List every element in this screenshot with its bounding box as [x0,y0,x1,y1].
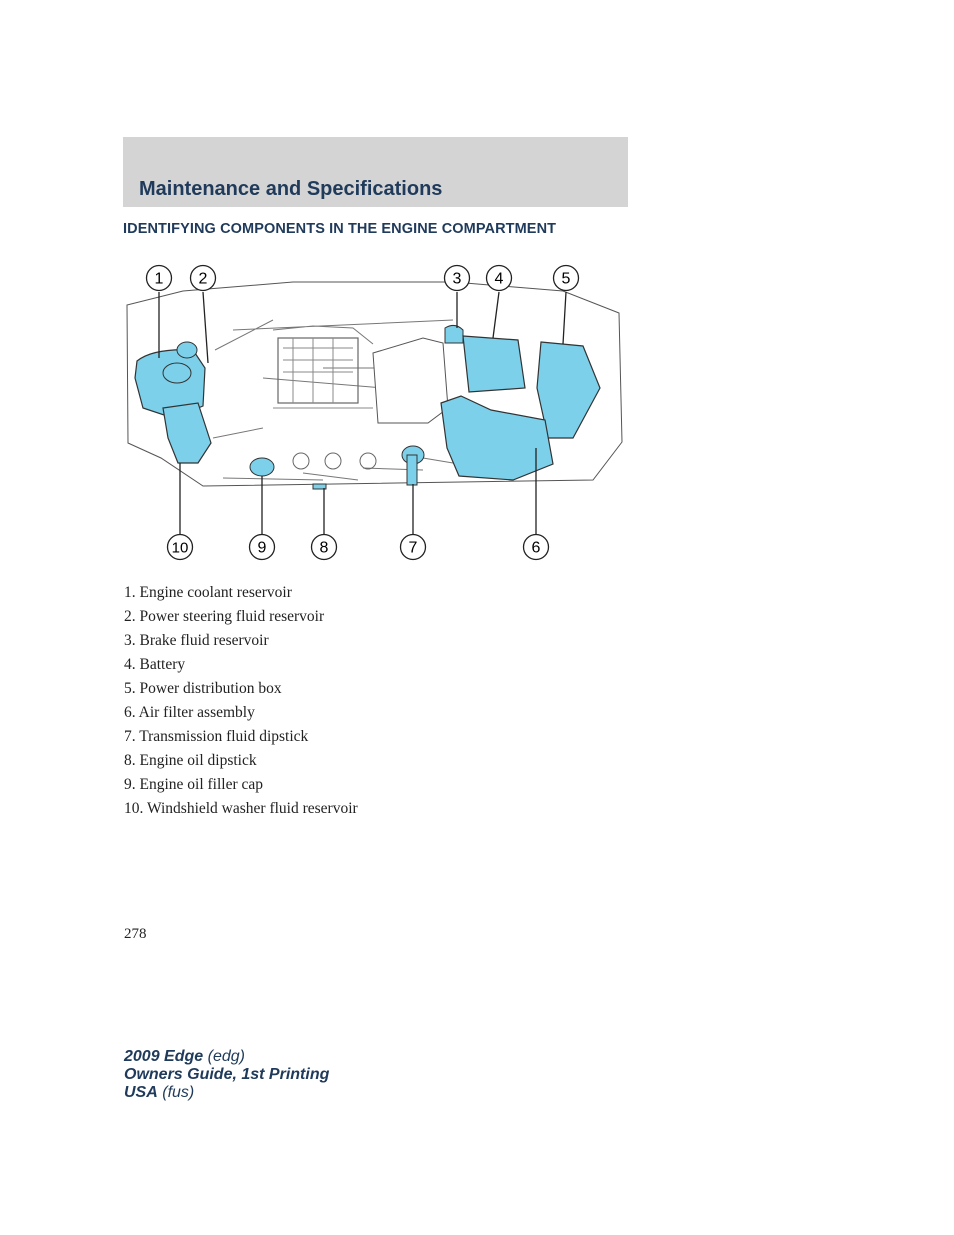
power-distribution-box-shape [537,342,600,438]
callout-label: 6 [531,539,541,557]
callout-label: 3 [452,270,462,288]
legend-item: 7. Transmission fluid dipstick [124,728,309,745]
callout-label: 10 [171,539,189,557]
document-footer [124,1048,329,1102]
callout-7 [401,535,426,560]
callout-8 [312,535,337,560]
callout-label: 4 [494,270,504,288]
footer-line-2 [124,1066,329,1084]
legend-item: 5. Power distribution box [124,680,282,697]
callout-3 [445,266,470,291]
callout-label: 9 [257,539,267,557]
callout-6 [524,535,549,560]
footer-model-code: (edg) [207,1048,245,1065]
washer-reservoir-shape [163,403,211,463]
callout-label: 2 [198,270,208,288]
callout-4 [487,266,512,291]
engine-cover [373,338,448,423]
callout-label: 7 [408,539,418,557]
footer-line-1 [124,1048,329,1066]
oil-filler-cap-shape [250,458,274,476]
engine-boss [293,453,309,469]
footer-market: USA [124,1084,158,1101]
callout-1 [147,266,172,291]
legend-item: 4. Battery [124,656,186,673]
component-legend [124,584,358,824]
callout-2 [191,266,216,291]
legend-item: 10. Windshield washer fluid reservoir [124,800,358,817]
footer-market-code: (fus) [162,1084,195,1101]
legend-item: 1. Engine coolant reservoir [124,584,292,601]
callout-label: 5 [561,270,571,288]
callout-10 [168,535,193,560]
power-steering-cap [177,342,197,358]
legend-item: 2. Power steering fluid reservoir [124,608,325,625]
trans-dipstick-tube [407,455,417,485]
coolant-cap [163,363,191,383]
engine-compartment-diagram [123,258,628,568]
battery-shape [463,336,525,392]
legend-item: 8. Engine oil dipstick [124,752,257,769]
engine-boss [360,453,376,469]
section-header [123,137,628,207]
legend-item: 3. Brake fluid reservoir [124,632,269,649]
callout-label: 1 [154,270,164,288]
callout-9 [250,535,275,560]
brake-reservoir-shape [445,325,463,343]
page-subheading: IDENTIFYING COMPONENTS IN THE ENGINE COMPARTMENT [123,221,557,237]
section-title: Maintenance and Specifications [139,178,443,200]
legend-item: 6. Air filter assembly [124,704,255,721]
footer-edition: Owners Guide, 1st Printing [124,1066,330,1083]
callout-5 [554,266,579,291]
legend-item: 9. Engine oil filler cap [124,776,264,793]
engine-boss [325,453,341,469]
footer-line-3 [124,1084,329,1102]
page-number: 278 [124,926,147,942]
footer-model: 2009 Edge [124,1048,204,1065]
callout-label: 8 [319,539,329,557]
